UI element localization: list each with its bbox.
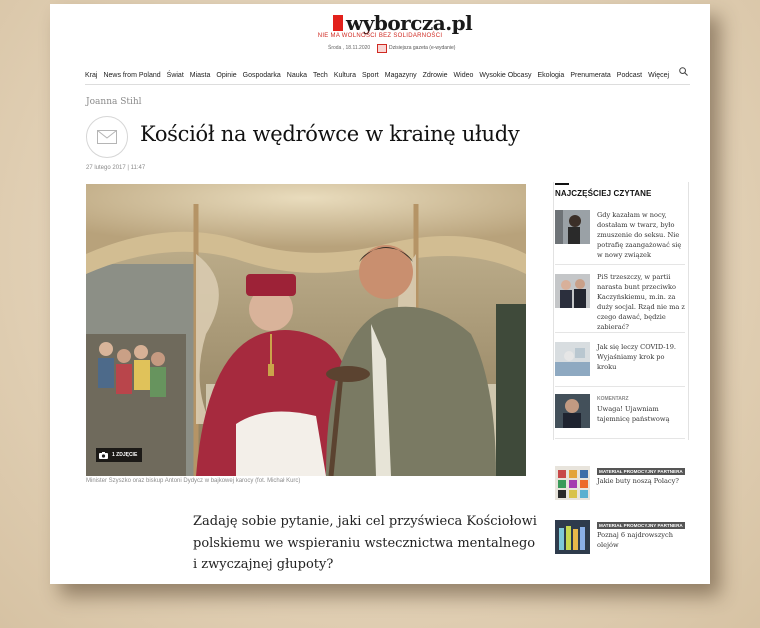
nav-item-opinie[interactable]: Opinie — [216, 71, 237, 79]
nav-item-kultura[interactable]: Kultura — [333, 71, 356, 79]
photo-caption: Minister Szyszko oraz biskup Antoni Dydycz w bajkowej karocy (fot. Michał Kurc) — [86, 478, 301, 484]
envelope-icon — [97, 130, 117, 144]
thumbnail — [555, 342, 590, 376]
nav-item-prenumerata[interactable]: Prenumerata — [570, 71, 611, 79]
thumbnail — [555, 210, 590, 244]
list-item-text: Uwaga! Ujawniam tajemnicę państwową — [597, 405, 670, 423]
nav-item-ekologia[interactable]: Ekologia — [537, 71, 565, 79]
thumbnail — [555, 466, 590, 500]
nav-item-news-from-poland[interactable]: News from Poland — [103, 71, 161, 79]
site-logo[interactable] — [333, 12, 472, 34]
sidebar-divider — [688, 182, 689, 440]
search-icon[interactable] — [679, 67, 688, 76]
nav-item-podcast[interactable]: Podcast — [616, 71, 643, 79]
sidebar-most-read — [553, 182, 693, 582]
thumbnail — [555, 394, 590, 428]
article-page — [50, 4, 710, 584]
item-divider — [555, 264, 685, 265]
list-item-title — [597, 394, 685, 424]
camera-icon — [99, 452, 108, 459]
logo-mark — [333, 15, 343, 31]
sidebar-divider — [553, 182, 554, 440]
nav-item-wiecej[interactable]: Więcej — [648, 71, 670, 79]
nav-divider — [85, 84, 690, 85]
nav-item-tech[interactable]: Tech — [313, 71, 328, 79]
list-item-title: PiS trzeszczy, w partii narasta bunt przeciwko Kaczyńskiemu, m.in. za duży socjal. Rząd nie ma z czego dawać, będzie zabierać? — [597, 273, 685, 331]
logo-text: wyborcza.pl — [346, 11, 473, 35]
newspaper-icon[interactable] — [377, 44, 387, 53]
current-date: Środa , 18.11.2020 — [328, 45, 371, 51]
publish-date: 27 lutego 2017 | 11:47 — [86, 165, 146, 171]
nav-item-sport[interactable]: Sport — [362, 71, 379, 79]
promo-item[interactable] — [555, 466, 685, 502]
item-divider — [555, 438, 685, 439]
nav-item-gospodarka[interactable]: Gospodarka — [242, 71, 281, 79]
nav-item-kraj[interactable]: Kraj — [85, 71, 98, 79]
nav-item-wysokie-obcasy[interactable]: Wysokie Obcasy — [479, 71, 532, 79]
heading-accent — [555, 183, 569, 185]
tagline: NIE MA WOLNOŚCI BEZ SOLIDARNOŚCI — [317, 33, 443, 39]
list-item[interactable] — [555, 342, 685, 378]
nav-item-magazyny[interactable]: Magazyny — [384, 71, 417, 79]
e-edition-link[interactable]: Dzisiejsza gazeta (e-wydanie) — [389, 45, 456, 51]
promo-text — [597, 520, 685, 550]
list-item-title: Gdy kazałam w nocy, dostałam w twarz, było zmuszenie do seksu. Nie potrafię zaangażować się w nowy związek — [597, 211, 682, 259]
photo-count: 1 ZDJĘCIE — [112, 452, 138, 458]
list-item[interactable] — [555, 272, 685, 331]
article-photo[interactable] — [86, 184, 526, 476]
article-title: Kościół na wędrówce w krainę ułudy — [140, 122, 520, 146]
promo-title: Poznaj 6 najdrowszych olejów — [597, 531, 673, 549]
sidebar-heading: NAJCZĘŚCIEJ CZYTANE — [555, 189, 652, 198]
promo-text — [597, 466, 685, 486]
promo-title: Jakie buty noszą Polacy? — [597, 477, 679, 485]
promo-label: MATERIAŁ PROMOCYJNY PARTNERA — [599, 523, 683, 528]
photo-gallery-badge[interactable] — [96, 448, 142, 462]
main-nav — [85, 69, 675, 81]
list-item[interactable] — [555, 394, 685, 430]
nav-item-miasta[interactable]: Miasta — [189, 71, 211, 79]
thumbnail — [555, 520, 590, 554]
nav-item-zdrowie[interactable]: Zdrowie — [422, 71, 448, 79]
comment-kicker: KOMENTARZ — [597, 396, 629, 402]
nav-item-nauka[interactable]: Nauka — [286, 71, 308, 79]
list-item-title: Jak się leczy COVID-19. Wyjaśniamy krok po kroku — [597, 343, 676, 371]
promo-label: MATERIAŁ PROMOCYJNY PARTNERA — [599, 469, 683, 474]
nav-item-wideo[interactable]: Wideo — [453, 71, 474, 79]
item-divider — [555, 332, 685, 333]
promo-item[interactable] — [555, 520, 685, 556]
thumbnail — [555, 274, 590, 308]
photo-illustration — [86, 184, 526, 476]
nav-item-swiat[interactable]: Świat — [166, 71, 184, 79]
article-lead: Zadaję sobie pytanie, jaki cel przyświeca Kościołowi polskiemu we wspieraniu wstecznictwa mentalnego i zwyczajnej głupoty? — [193, 514, 537, 572]
list-item[interactable] — [555, 210, 685, 259]
item-divider — [555, 386, 685, 387]
author-name[interactable]: Joanna Stihl — [86, 97, 142, 107]
author-mail-button[interactable] — [86, 116, 128, 158]
